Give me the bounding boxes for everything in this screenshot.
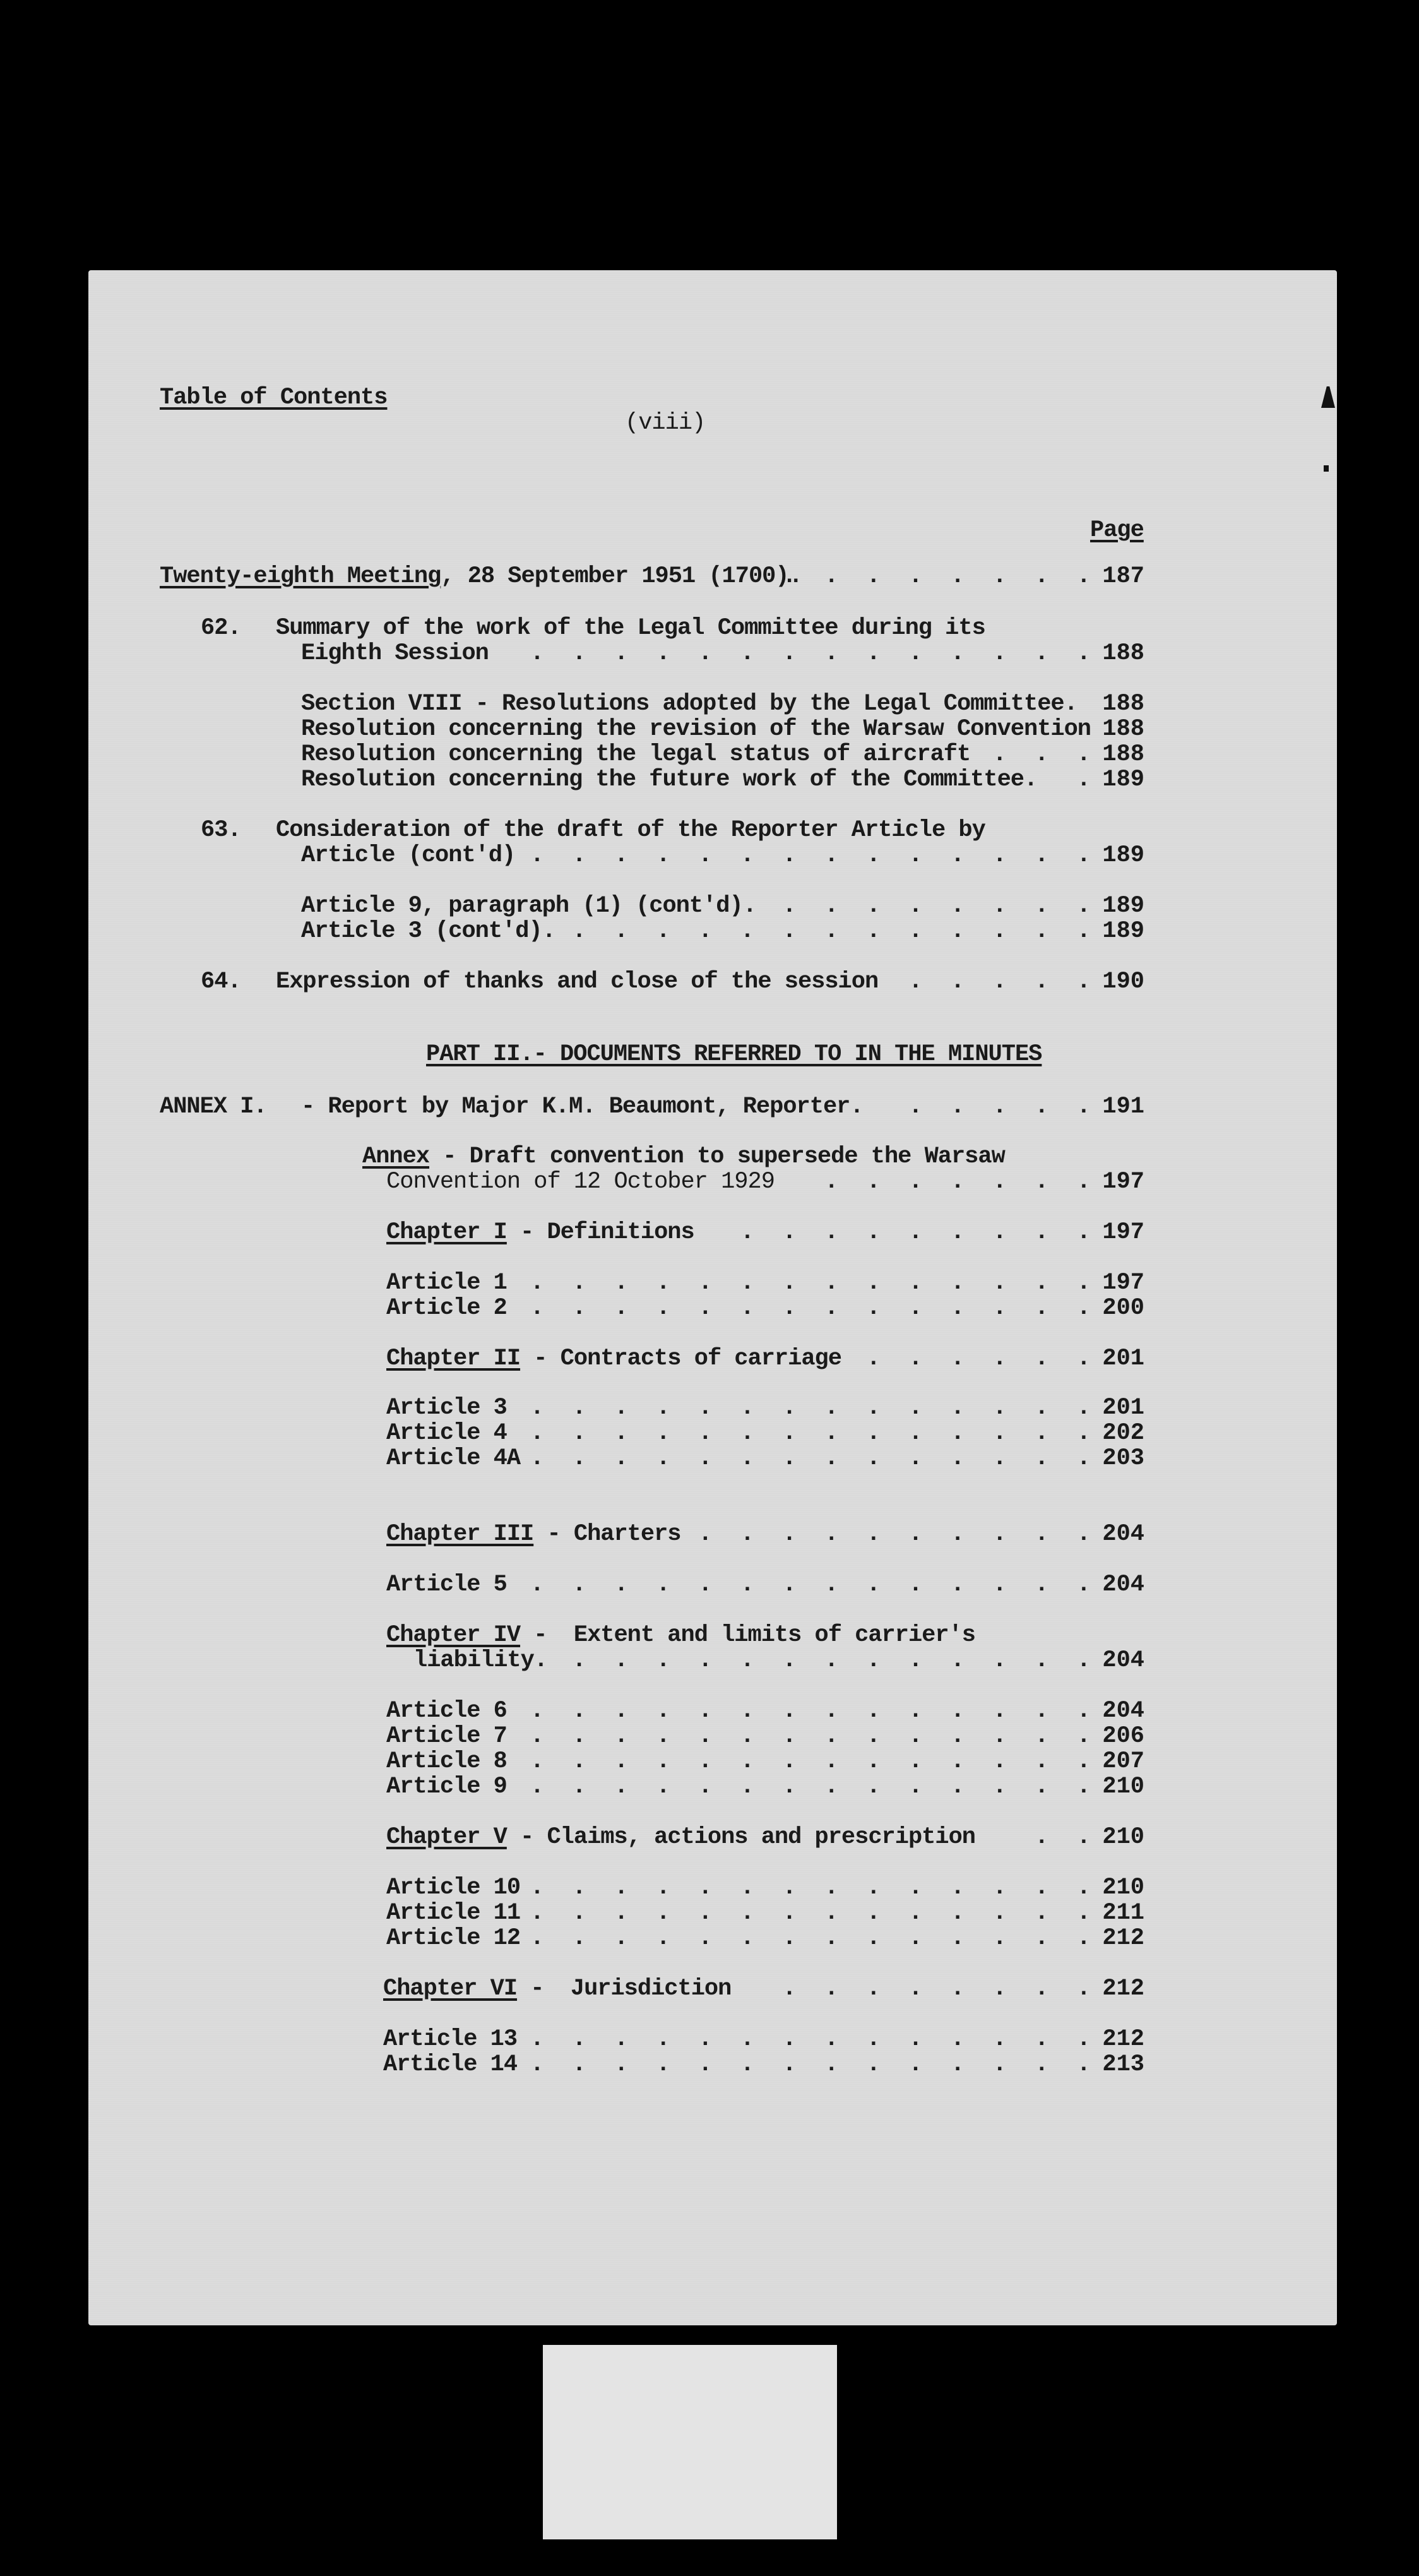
chapter-title: - Extent and limits of carrier's	[520, 1622, 975, 1649]
article-entry[interactable]: Article 4	[386, 1420, 507, 1446]
leader-dots: . . . . . . . . . . . . . .	[530, 1295, 1091, 1321]
page-ref: 204	[1102, 1698, 1144, 1724]
leader-dots: . . . . . . . . . . . . . .	[530, 1774, 1091, 1800]
page-ref: 212	[1102, 1925, 1144, 1952]
page-ref: 212	[1102, 1976, 1144, 2002]
page-ref: 212	[1102, 2026, 1144, 2053]
item-number: 62.	[201, 615, 241, 641]
blank-slip	[543, 2345, 837, 2539]
article-entry[interactable]: Article 13	[383, 2026, 518, 2053]
page-ref: 210	[1102, 1824, 1144, 1851]
annex-entry[interactable]	[362, 1144, 1005, 1169]
page-ref: 188	[1102, 640, 1144, 667]
section-label: Table of Contents	[160, 385, 388, 411]
article-entry[interactable]: Article 9	[386, 1774, 507, 1800]
page-ref: 207	[1102, 1748, 1144, 1775]
leader-dots: . . . . . . . . . . . . . .	[530, 640, 1091, 667]
leader-dots: . . . . . . . . . . . . . .	[530, 1420, 1091, 1446]
page-ref: 187	[1102, 563, 1144, 590]
leader-dots: . . . . . . . .	[782, 563, 1091, 590]
article-entry[interactable]: Article 10	[386, 1875, 521, 1901]
item-64-title[interactable]: Expression of thanks and close of the session	[276, 969, 879, 995]
edge-speck	[1324, 465, 1329, 472]
chapter-entry[interactable]	[386, 1220, 694, 1245]
annex-title-cont[interactable]: Convention of 12 October 1929	[386, 1169, 775, 1195]
page-ref: 197	[1102, 1270, 1144, 1296]
chapter-label: Chapter V	[386, 1824, 507, 1851]
leader-dots: . . . . . . . .	[782, 1976, 1091, 2002]
leader-dots: . . . . . . . . . . . . . .	[530, 1723, 1091, 1750]
page-ref: 200	[1102, 1295, 1144, 1321]
chapter-label: Chapter IV	[386, 1622, 521, 1649]
page-ref: 197	[1102, 1169, 1144, 1195]
leader-dots: . . . . . .	[866, 1345, 1091, 1372]
chapter-title: - Jurisdiction	[517, 1976, 732, 2002]
article-entry[interactable]: Article 1	[386, 1270, 507, 1296]
leader-dots: . . . . .	[908, 969, 1091, 995]
meeting-entry[interactable]	[160, 564, 802, 589]
page-ref: 201	[1102, 1395, 1144, 1421]
article-entry[interactable]: Article 5	[386, 1571, 507, 1598]
page-ref: 210	[1102, 1774, 1144, 1800]
chapter-title: - Contracts of carriage	[520, 1345, 841, 1372]
article-entry[interactable]: Article 6	[386, 1698, 507, 1724]
chapter-entry[interactable]	[386, 1623, 975, 1648]
leader-dots: . . .	[992, 741, 1091, 768]
annex-i-label: ANNEX I.	[160, 1094, 267, 1120]
chapter-entry[interactable]	[386, 1522, 681, 1547]
leader-dots: . . . . . . . . . . . . .	[572, 918, 1091, 945]
annex-label: Annex	[362, 1143, 430, 1170]
leader-dots: .	[1076, 766, 1091, 793]
leader-dots: . . . . . . .	[824, 1169, 1091, 1195]
item-number: 63.	[201, 817, 241, 844]
article-entry[interactable]: Article 9, paragraph (1) (cont'd).	[301, 893, 756, 919]
page-ref: 204	[1102, 1571, 1144, 1598]
page-ref: 203	[1102, 1445, 1144, 1472]
leader-dots: . . . . . . . .	[782, 893, 1091, 919]
leader-dots: . . . . . . . . . . . . . .	[530, 1395, 1091, 1421]
part-ii-heading: PART II.- DOCUMENTS REFERRED TO IN THE MINUTES	[426, 1041, 1042, 1068]
page-ref: 213	[1102, 2051, 1144, 2078]
page-ref: 206	[1102, 1723, 1144, 1750]
item-63-title-cont[interactable]: Article (cont'd)	[301, 842, 516, 869]
article-entry[interactable]: Article 7	[386, 1723, 507, 1750]
page-ref: 188	[1102, 716, 1144, 742]
page-ref: 204	[1102, 1647, 1144, 1674]
chapter-entry[interactable]	[386, 1825, 975, 1850]
page-ref: 211	[1102, 1900, 1144, 1926]
page-ref: 197	[1102, 1219, 1144, 1246]
page-ref: 202	[1102, 1420, 1144, 1446]
article-entry[interactable]: Article 14	[383, 2051, 518, 2078]
article-entry[interactable]: Article 12	[386, 1925, 521, 1952]
chapter-label: Chapter II	[386, 1345, 521, 1372]
leader-dots: . . . . . . . . . . . . . .	[530, 1925, 1091, 1952]
leader-dots: . . . . . . . . . . . . . .	[530, 1270, 1091, 1296]
item-62-title[interactable]: Summary of the work of the Legal Committee during its	[276, 615, 985, 641]
item-62-title-cont[interactable]: Eighth Session	[301, 640, 489, 667]
resolution-entry[interactable]: Resolution concerning the revision of the Warsaw Convention	[301, 716, 1091, 742]
leader-dots: . . . . . . . . . . . . . .	[530, 1571, 1091, 1598]
leader-dots: . . . . . . . . . . . . . .	[530, 2051, 1091, 2078]
leader-dots: . . . . . . . . . . . . . .	[530, 842, 1091, 869]
page-column-label: Page	[1090, 517, 1144, 544]
annex-i-title[interactable]: - Report by Major K.M. Beaumont, Reporter.	[301, 1094, 864, 1120]
meeting-title: Twenty-eighth Meeting	[160, 563, 441, 590]
leader-dots: . . . . . . . . . . . . .	[572, 1647, 1091, 1674]
item-number: 64.	[201, 969, 241, 995]
article-entry[interactable]: Article 2	[386, 1295, 507, 1321]
leader-dots: . . . . . . . . . . . . . .	[530, 1875, 1091, 1901]
chapter-label: Chapter I	[386, 1219, 507, 1246]
article-entry[interactable]: Article 4A	[386, 1445, 521, 1472]
leader-dots: . . . . . . . . . . . . . .	[530, 1748, 1091, 1775]
chapter-label: Chapter III	[386, 1521, 534, 1547]
page-ref: 188	[1102, 741, 1144, 768]
leader-dots: . . . . . . . . .	[740, 1219, 1091, 1246]
article-entry[interactable]: Article 3	[386, 1395, 507, 1421]
page-ref: 189	[1102, 918, 1144, 945]
article-entry[interactable]: Article 8	[386, 1748, 507, 1775]
chapter-title: - Definitions	[506, 1219, 694, 1246]
leader-dots: . . . . . . . . . . . . . .	[530, 1900, 1091, 1926]
page-ref: 188	[1102, 691, 1144, 717]
section-viii-entry[interactable]: Section VIII - Resolutions adopted by the Legal Committee.	[301, 691, 1078, 717]
page-ref: 204	[1102, 1521, 1144, 1547]
page-ref: 190	[1102, 969, 1144, 995]
chapter-entry[interactable]	[386, 1346, 841, 1371]
resolution-entry[interactable]: Resolution concerning the legal status of aircraft	[301, 741, 971, 768]
leader-dots: . . . . . . . . . . . . . .	[530, 1445, 1091, 1472]
leader-dots: . . . . . . . . . . . . . .	[530, 1698, 1091, 1724]
chapter-label: Chapter VI	[383, 1976, 518, 2002]
page-ref: 189	[1102, 893, 1144, 919]
chapter-title: - Charters	[533, 1521, 681, 1547]
chapter-title: - Claims, actions and prescription	[506, 1824, 975, 1851]
article-entry[interactable]: Article 11	[386, 1900, 521, 1926]
resolution-entry[interactable]: Resolution concerning the future work of the Committee.	[301, 766, 1038, 793]
leader-dots: . . . . .	[908, 1094, 1091, 1120]
chapter-entry[interactable]	[383, 1976, 731, 2001]
page-ref: 191	[1102, 1094, 1144, 1120]
page-ref: 189	[1102, 766, 1144, 793]
article-entry[interactable]: Article 3 (cont'd).	[301, 918, 555, 945]
page-ref: 201	[1102, 1345, 1144, 1372]
page-ref: 189	[1102, 842, 1144, 869]
leader-dots: . . . . . . . . . . . . . .	[530, 2026, 1091, 2053]
annex-title: - Draft convention to supersede the Warsaw	[429, 1143, 1005, 1170]
leader-dots: . . . . . . . . . .	[698, 1521, 1091, 1547]
page-ref: 210	[1102, 1875, 1144, 1901]
page-number: (viii)	[625, 410, 706, 436]
meeting-details: , 28 September 1951 (1700).	[441, 563, 802, 590]
item-63-title[interactable]: Consideration of the draft of the Reporter Article by	[276, 817, 985, 844]
leader-dots: . .	[1035, 1824, 1091, 1851]
chapter-title-cont[interactable]: liability.	[413, 1647, 548, 1674]
